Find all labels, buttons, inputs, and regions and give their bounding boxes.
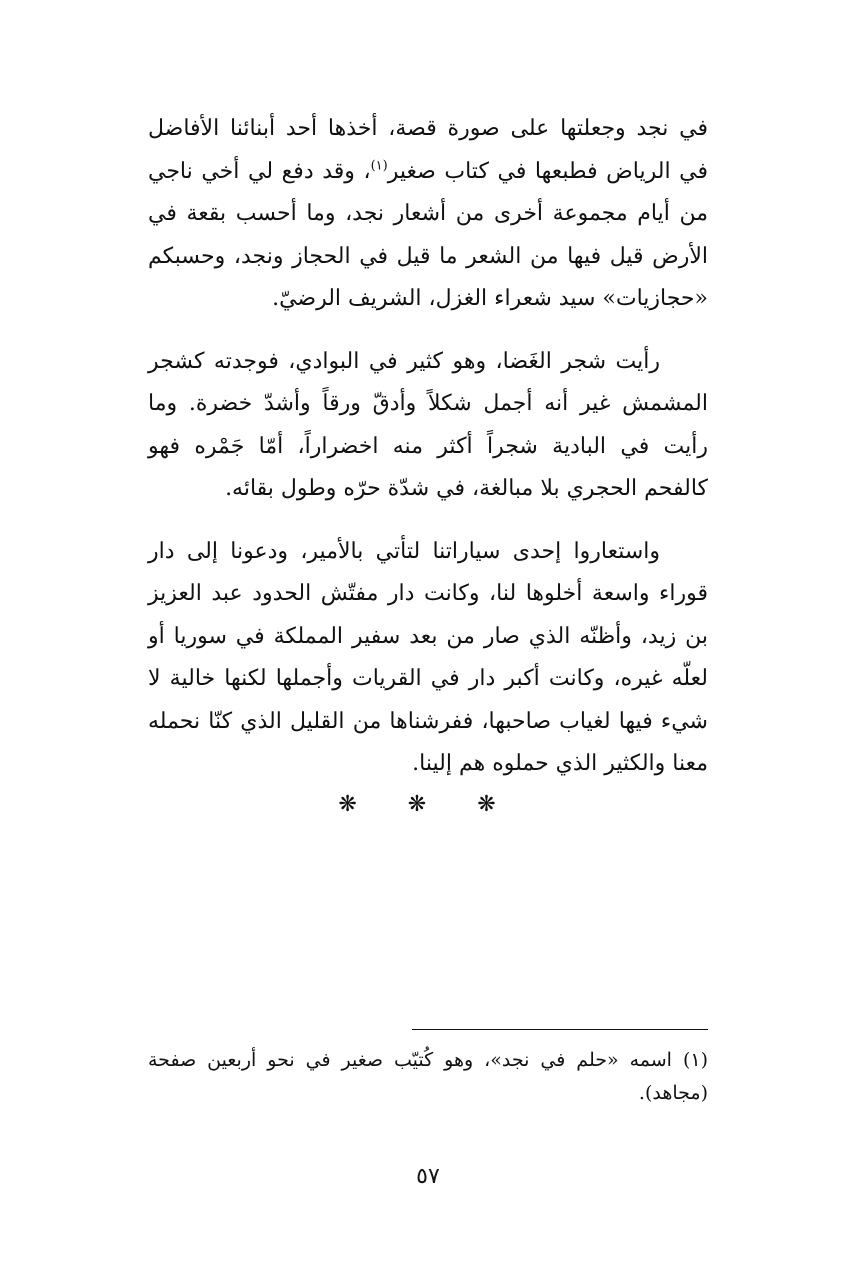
section-separator: ❋ ❋ ❋ [338,792,518,817]
main-text [148,108,708,806]
paragraph-2: رأيت شجر الغَضا، وهو كثير في البوادي، فوجدته كشجر المشمش غير أنه أجمل شكلاً وأدقّ ورقاً وأشدّ خضرة. وما رأيت في البادية شجراً أكثر منه اخضراراً، أمّا جَمْره فهو كالفحم الحجري بلا مبالغة، في شدّة حرّه وطول بقائه. [148,348,708,501]
page-number: ٥٧ [416,1164,440,1189]
paragraph-3: واستعاروا إحدى سياراتنا لتأتي بالأمير، ودعونا إلى دار قوراء واسعة أخلوها لنا، وكانت دار مفتّش الحدود عبد العزيز بن زيد، وأظنّه الذي صار من بعد سفير المملكة في سوريا أو لعلّه غيره، وكانت أكبر دار في القريات وأجملها لكنها خالية لا شيء فيها لغياب صاحبها، ففرشناها من القليل الذي كنّا نحمله معنا والكثير الذي حملوه هم إلينا. [148,538,708,776]
paragraph-1-text-end: ، وقد دفع لي أخي ناجي من أيام مجموعة أخرى من أشعار نجد، وما أحسب بقعة في الأرض قيل فيها من الشعر ما قيل في الحجاز ونجد، وحسبكم «حجازيات» سيد شعراء الغزل، الشريف الرضيّ. [148,158,708,311]
footnote-reference: (١) [370,158,388,174]
footnote: (١) اسمه «حلم في نجد»، وهو كُتيّب صغير في نحو أربعين صفحة (مجاهد). [148,1049,708,1104]
paragraph-1-text-start: في نجد وجعلتها على صورة قصة، أخذها أحد أبنائنا الأفاضل في الرياض فطبعها في كتاب صغير [148,116,708,184]
footnote-divider [412,1029,708,1030]
paragraph-1 [148,108,708,321]
